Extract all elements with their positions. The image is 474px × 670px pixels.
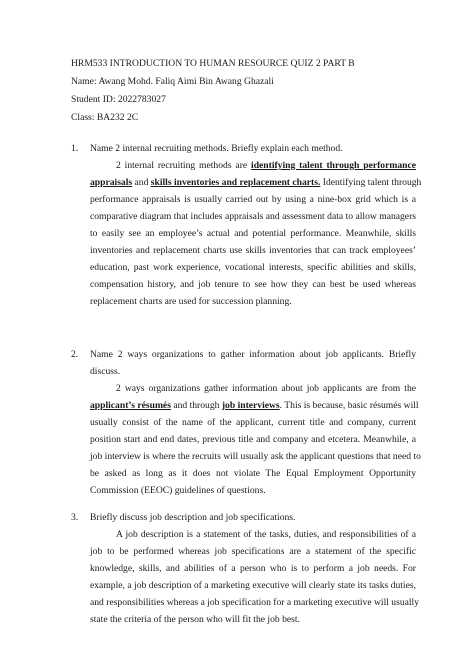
- q2-way-1: applicant’s résumés: [90, 400, 171, 411]
- q1-answer-line-8: compensation history, and job tenure to see how they can best be used whereas: [90, 279, 416, 290]
- student-class: Class: BA232 2C: [71, 112, 139, 123]
- q1-answer-line-9: replacement charts are used for succession planning.: [90, 296, 292, 307]
- q3-answer-line-3: knowledge, skills, and abilities of a person who is to perform a job needs. For: [90, 563, 416, 574]
- q2-answer-line-6: be asked as long as it does not violate The Equal Employment Opportunity: [90, 468, 416, 479]
- q1-text: and: [132, 177, 151, 188]
- q2-way-2: job interviews: [221, 400, 280, 411]
- q2-answer-line-3: usually consist of the name of the applicant, current title and company, current: [90, 417, 416, 428]
- q2-answer-line-5: job interview is where the recruits will usually ask the applicant questions that need to: [90, 451, 421, 462]
- q2-text: . This is because, basic résumés will: [279, 400, 419, 411]
- q2-question-line-1: Name 2 ways organizations to gather information about job applicants. Briefly: [90, 349, 416, 360]
- q3-answer-line-4: example, a job description of a marketing executive will clearly state its tasks duties,: [90, 580, 416, 591]
- q1-method-2: skills inventories and replacement charts.: [150, 177, 321, 188]
- q1-answer-line-6: inventories and replacement charts use skills inventories that can track employees’: [90, 245, 416, 256]
- q1-answer-line-2: [90, 177, 422, 189]
- q1-answer-line-3: performance appraisals is usually carried out by using a nine-box grid which is a: [90, 194, 416, 205]
- q2-answer-line-1: 2 ways organizations gather information about job applicants are from the: [116, 383, 416, 394]
- q1-method-1: identifying talent through performance: [251, 160, 416, 171]
- q2-answer-line-7: Commission (EEOC) guidelines of questions.: [90, 485, 266, 496]
- q3-answer-line-2: job to be performed whereas job specifications are a statement of the specific: [90, 546, 416, 557]
- q2-text: and through: [170, 400, 222, 411]
- q2-number: 2.: [71, 349, 79, 360]
- q1-answer-line-1: [116, 160, 416, 172]
- student-name: Name: Awang Mohd. Faliq Aimi Bin Awang Ghazali: [71, 76, 274, 87]
- q3-question: Briefly discuss job description and job specifications.: [90, 512, 296, 523]
- q2-answer-line-4: position start and end dates, previous title and company and etcetera. Meanwhile, a: [90, 434, 416, 445]
- q2-question-line-2: discuss.: [90, 366, 121, 377]
- q1-text: Identifying talent through: [320, 177, 422, 188]
- doc-title: HRM533 INTRODUCTION TO HUMAN RESOURCE QUIZ 2 PART B: [71, 58, 355, 69]
- q1-answer-line-7: education, past work experience, vocational interests, specific abilities and skills,: [90, 262, 416, 273]
- q3-number: 3.: [71, 512, 79, 523]
- q1-method-1-cont: appraisals: [90, 177, 133, 188]
- q3-answer-line-6: state the criteria of the person who will fit the job best.: [90, 614, 300, 625]
- q1-text: 2 internal recruiting methods are: [116, 160, 252, 171]
- q3-answer-line-5: and responsibilities whereas a job specification for a marketing executive will usually: [90, 597, 420, 608]
- q1-answer-line-4: comparative diagram that includes appraisals and assessment data to allow managers: [90, 211, 416, 222]
- q3-answer-line-1: A job description is a statement of the tasks, duties, and responsibilities of a: [116, 529, 416, 540]
- q1-number: 1.: [71, 143, 79, 154]
- q2-answer-line-2: [90, 400, 419, 412]
- q1-question: Name 2 internal recruiting methods. Briefly explain each method.: [90, 143, 343, 154]
- student-id: Student ID: 2022783027: [71, 94, 166, 105]
- q1-answer-line-5: to easily see an employee’s actual and potential performance. Meanwhile, skills: [90, 228, 416, 239]
